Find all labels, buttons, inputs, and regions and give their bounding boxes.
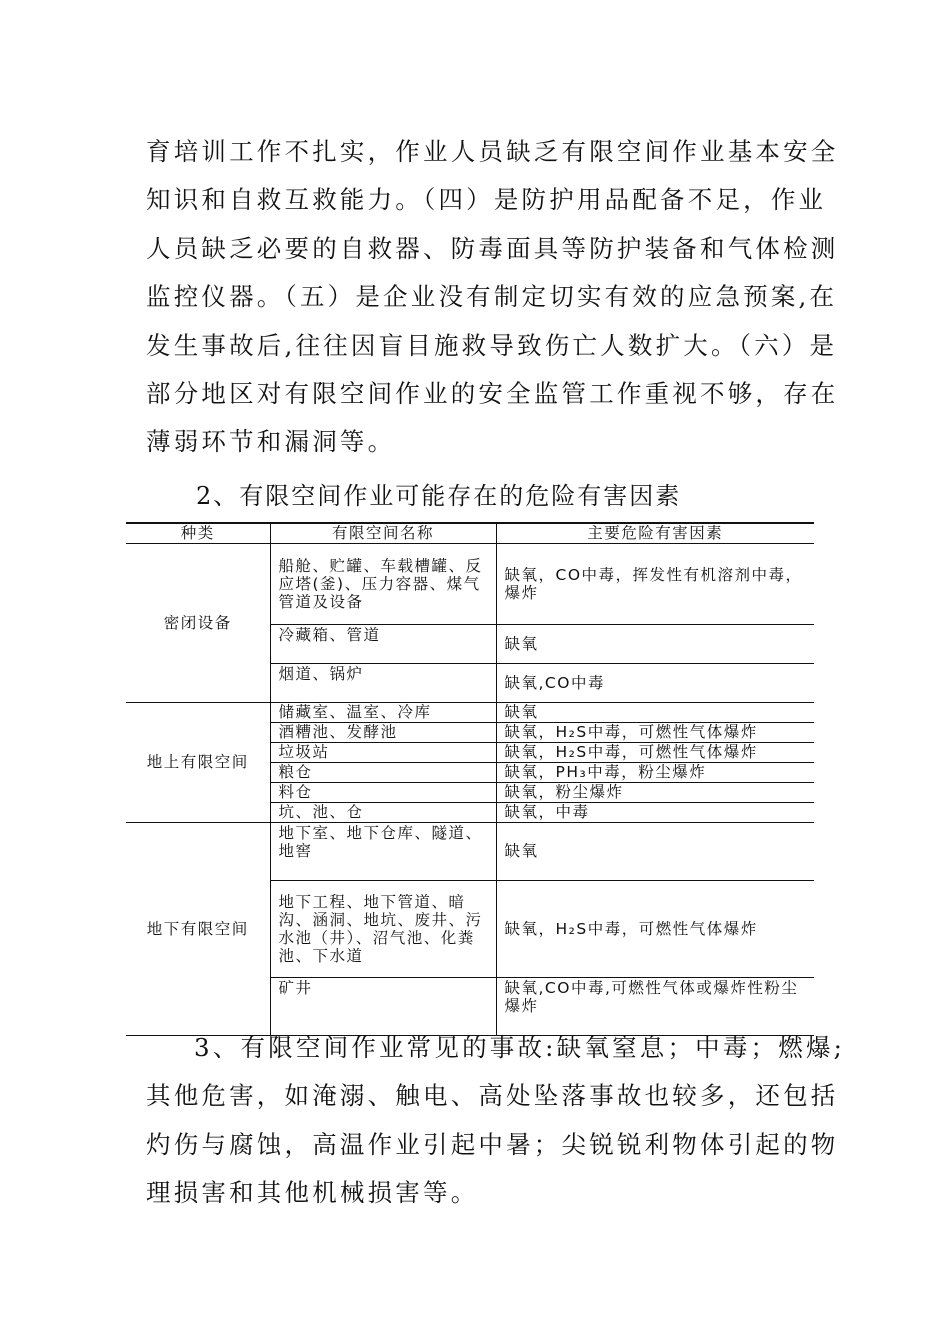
text-line: 育培训工作不扎实，作业人员缺乏有限空间作业基本安全: [146, 137, 839, 166]
space-name-cell: 烟道、锅炉: [270, 663, 496, 702]
section-heading: 2、有限空间作业可能存在的危险有害因素: [196, 482, 682, 510]
space-name-cell: 坑、池、仓: [270, 802, 496, 822]
hazard-cell: 缺氧，中毒: [496, 802, 814, 822]
hazard-cell: 缺氧,CO中毒,可燃性气体或爆炸性粉尘爆炸: [496, 977, 814, 1035]
text-line: 3、有限空间作业常见的事故:缺氧窒息；中毒；燃爆;: [194, 1033, 846, 1062]
category-cell: 密闭设备: [126, 543, 270, 702]
space-name-cell: 粮仓: [270, 762, 496, 782]
text-line: 发生事故后,往往因盲目施救导致伤亡人数扩大。（六）是: [146, 330, 838, 360]
space-name-cell: 冷藏箱、管道: [270, 624, 496, 663]
category-cell: 地上有限空间: [126, 702, 270, 822]
hazard-cell: 缺氧，CO中毒，挥发性有机溶剂中毒，爆炸: [496, 543, 814, 624]
text-line: 薄弱环节和漏洞等。: [146, 427, 396, 457]
table-row: [126, 543, 814, 624]
text-line: 理损害和其他机械损害等。: [146, 1178, 479, 1208]
text-line: 人员缺乏必要的自救器、防毒面具等防护装备和气体检测: [146, 233, 839, 263]
hazard-cell: 缺氧，H₂S中毒，可燃性气体爆炸: [496, 722, 814, 742]
hazard-cell: 缺氧，H₂S中毒，可燃性气体爆炸: [496, 742, 814, 762]
space-name-cell: 料仓: [270, 782, 496, 802]
header-category: 种类: [126, 523, 270, 543]
hazard-table: [126, 522, 814, 1036]
table-row: [126, 822, 814, 880]
table-row: [126, 702, 814, 722]
text-line: 其他危害，如淹溺、触电、高处坠落事故也较多，还包括: [146, 1081, 839, 1111]
hazard-cell: 缺氧: [496, 624, 814, 663]
text-line: 知识和自救互救能力。（四）是防护用品配备不足，作业: [146, 185, 827, 215]
hazard-cell: 缺氧: [496, 822, 814, 880]
category-cell: 地下有限空间: [126, 822, 270, 1035]
text-line: 灼伤与腐蚀，高温作业引起中暑；尖锐锐利物体引起的物: [146, 1129, 839, 1159]
hazard-cell: 缺氧,CO中毒: [496, 663, 814, 702]
space-name-cell: 地下室、地下仓库、隧道、地窖: [270, 822, 496, 880]
space-name-cell: 船舱、贮罐、车载槽罐、反应塔(釜)、压力容器、煤气管道及设备: [270, 543, 496, 624]
space-name-cell: 地下工程、地下管道、暗沟、涵洞、地坑、废井、污水池（井）、沼气池、化粪池、下水道: [270, 880, 496, 977]
hazard-cell: 缺氧，PH₃中毒，粉尘爆炸: [496, 762, 814, 782]
space-name-cell: 矿井: [270, 977, 496, 1035]
text-line: 部分地区对有限空间作业的安全监管工作重视不够，存在: [146, 379, 839, 409]
space-name-cell: 酒糟池、发酵池: [270, 722, 496, 742]
header-space-name: 有限空间名称: [270, 523, 496, 543]
hazard-cell: 缺氧，H₂S中毒，可燃性气体爆炸: [496, 880, 814, 977]
paragraph-causes: [146, 128, 839, 467]
paragraph-accidents: [146, 1024, 846, 1218]
space-name-cell: 储藏室、温室、冷库: [270, 702, 496, 722]
table-header-row: [126, 523, 814, 543]
text-line: 监控仪器。（五）是企业没有制定切实有效的应急预案,在: [146, 282, 838, 312]
header-hazard: 主要危险有害因素: [496, 523, 814, 543]
space-name-cell: 垃圾站: [270, 742, 496, 762]
hazard-cell: 缺氧，粉尘爆炸: [496, 782, 814, 802]
hazard-cell: 缺氧: [496, 702, 814, 722]
